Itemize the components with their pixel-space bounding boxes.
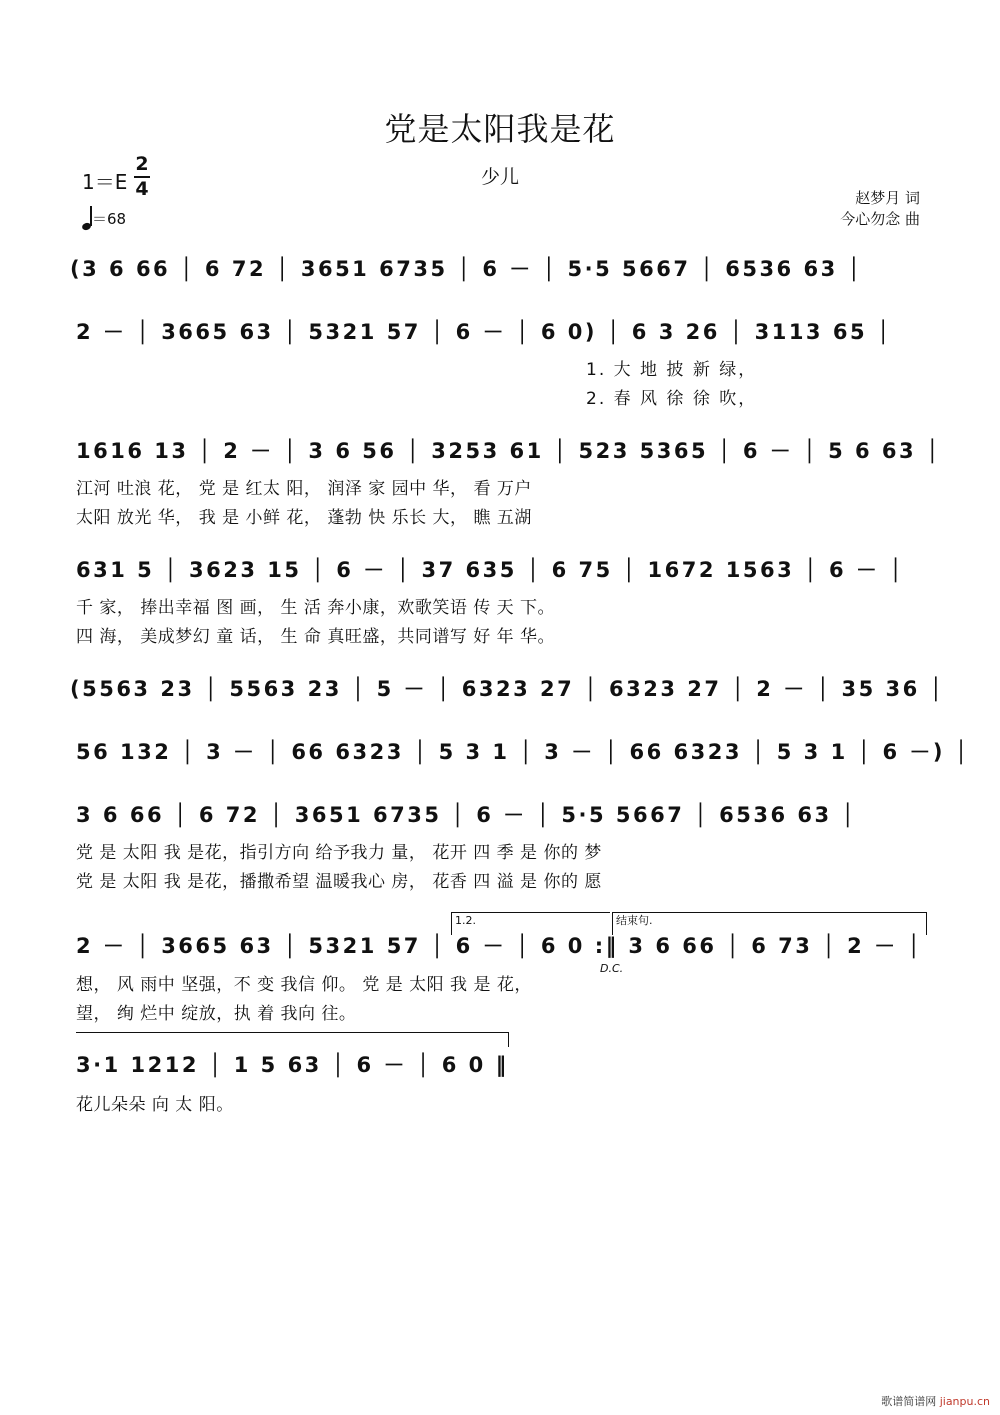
tempo-marking — [82, 206, 126, 230]
time-numerator: 2 — [135, 153, 149, 175]
lyrics-line-7-verse-1: 党 是 太阳 我 是花，指引方向 给予我力 量， 花开 四 季 是 你的 梦 — [76, 843, 602, 863]
tempo-value: ＝68 — [92, 210, 127, 228]
quarter-note-icon — [82, 206, 92, 230]
lyrics-line-8-verse-1: 想， 风 雨中 坚强，不 变 我信 仰。 党 是 太阳 我 是 花， — [76, 975, 532, 995]
volta-first-ending: 1.2. — [451, 912, 610, 935]
lyrics-line-4-verse-2: 四 海， 美成梦幻 童 话， 生 命 真旺盛，共同谱写 好 年 华。 — [76, 627, 556, 647]
score-line-9: 3·1 1212 │ 1 5 63 │ 6 － │ 6 0 ‖ — [76, 1053, 509, 1077]
score-line-8: 2 － │ 3665 63 │ 5321 57 │ 6 － │ 6 0 :‖ 3 6 66 │ 6 73 │ 2 － │ — [76, 934, 923, 958]
score-line-4: 631 5 │ 3623 15 │ 6 － │ 37 635 │ 6 75 │ 1672 1563 │ 6 － │ — [76, 558, 905, 582]
score-line-2: 2 － │ 3665 63 │ 5321 57 │ 6 － │ 6 0) │ 6 3 26 │ 3113 65 │ — [76, 320, 893, 344]
song-subtitle: 少儿 — [480, 166, 519, 188]
lyrics-line-2-verse-2: 2. 春 风 徐 徐 吹， — [586, 389, 758, 409]
time-signature — [134, 154, 150, 200]
site-watermark: 歌谱简谱网 jianpu.cn — [881, 1395, 990, 1408]
score-line-3: 1616 13 │ 2 － │ 3 6 56 │ 3253 61 │ 523 5365 │ 6 － │ 5 6 63 │ — [76, 439, 942, 463]
time-denominator: 4 — [135, 178, 149, 200]
lyrics-line-3-verse-2: 太阳 放光 华， 我 是 小鲜 花， 蓬勃 快 乐长 大， 瞧 五湖 — [76, 508, 532, 528]
volta-ending-phrase: 结束句. — [612, 912, 927, 935]
key-signature: 1＝E — [82, 170, 128, 194]
volta-bracket-final — [76, 1032, 509, 1047]
lyrics-line-8-verse-2: 望， 绚 烂中 绽放，执 着 我向 往。 — [76, 1004, 357, 1024]
score-line-5: (5563 23 │ 5563 23 │ 5 － │ 6323 27 │ 6323 27 │ 2 － │ 35 36 │ — [70, 677, 945, 701]
lyrics-line-7-verse-2: 党 是 太阳 我 是花，播撒希望 温暖我心 房， 花香 四 溢 是 你的 愿 — [76, 872, 602, 892]
lyrics-line-9: 花儿朵朵 向 太 阳。 — [76, 1095, 234, 1115]
da-capo-mark: D.C. — [600, 962, 624, 975]
score-line-6: 56 132 │ 3 － │ 66 6323 │ 5 3 1 │ 3 － │ 66 6323 │ 5 3 1 │ 6 －) │ — [76, 740, 970, 764]
lyricist-credit: 赵梦月 词 — [855, 189, 920, 207]
lyrics-line-3-verse-1: 江河 吐浪 花， 党 是 红太 阳， 润泽 家 园中 华， 看 万户 — [76, 479, 532, 499]
song-title: 党是太阳我是花 — [384, 110, 616, 148]
composer-credit: 今心勿念 曲 — [840, 210, 920, 228]
lyrics-line-4-verse-1: 千 家， 捧出幸福 图 画， 生 活 奔小康，欢歌笑语 传 天 下。 — [76, 598, 556, 618]
score-line-1: (3 6 66 │ 6 72 │ 3651 6735 │ 6 － │ 5·5 5667 │ 6536 63 │ — [70, 257, 863, 281]
lyrics-line-2-verse-1: 1. 大 地 披 新 绿， — [586, 360, 758, 380]
score-line-7: 3 6 66 │ 6 72 │ 3651 6735 │ 6 － │ 5·5 5667 │ 6536 63 │ — [76, 803, 857, 827]
